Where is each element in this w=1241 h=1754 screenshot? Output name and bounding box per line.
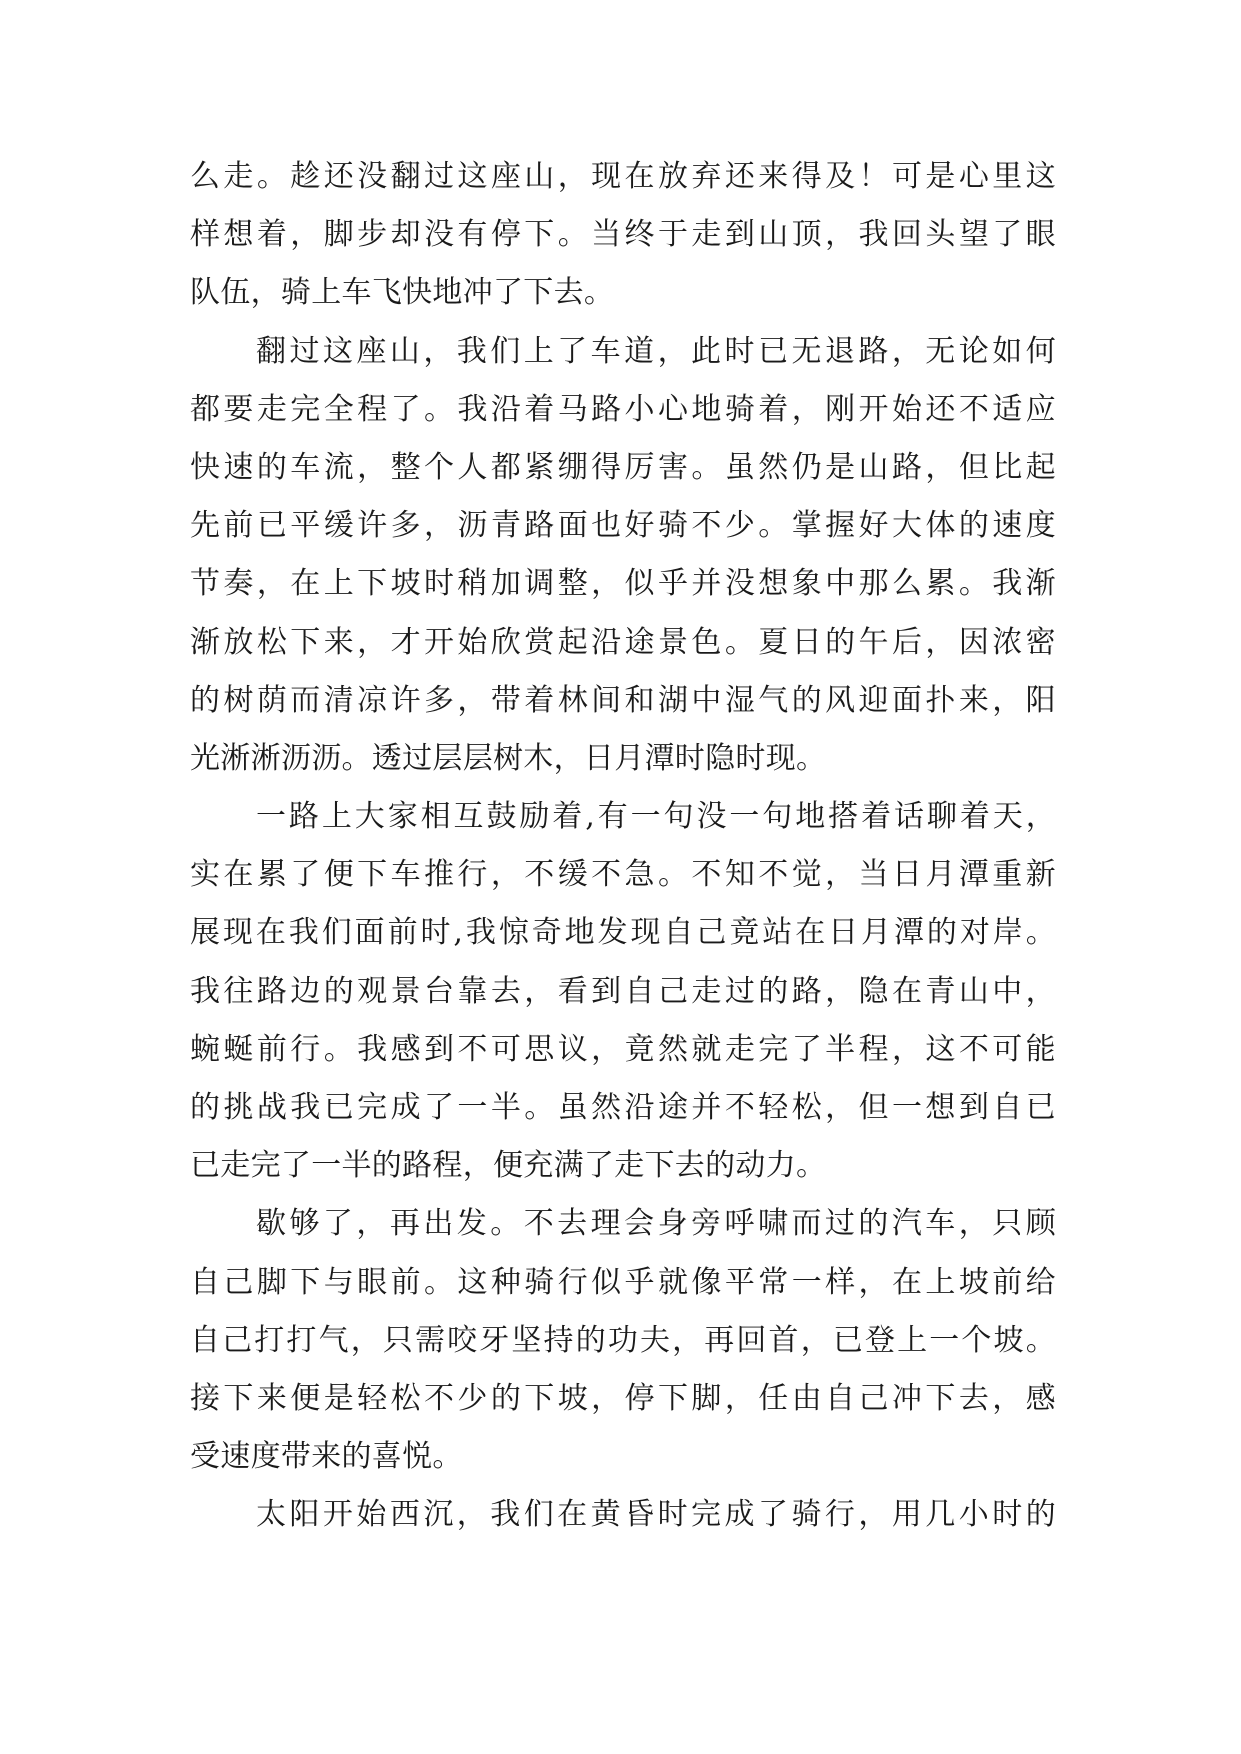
paragraph-first-line: 太阳开始西沉，我们在黄昏时完成了骑行，用几小时的 xyxy=(256,1497,1056,1533)
text-line: 已走完了一半的路程，便充满了走下去的动力。 xyxy=(190,1148,827,1184)
paragraph-first-line: 翻过这座山，我们上了车道，此时已无退路，无论如何 xyxy=(256,333,1056,369)
text-line: 样想着，脚步却没有停下。当终于走到山顶，我回头望了眼 xyxy=(190,217,1056,253)
text-line: 快速的车流，整个人都紧绷得厉害。虽然仍是山路，但比起 xyxy=(190,449,1056,485)
text-line: 都要走完全程了。我沿着马路小心地骑着，刚开始还不适应 xyxy=(190,391,1056,427)
text-line: 么走。趁还没翻过这座山，现在放弃还来得及！可是心里这 xyxy=(190,159,1056,194)
text-line: 先前已平缓许多，沥青路面也好骑不少。掌握好大体的速度 xyxy=(190,508,1056,544)
body-text xyxy=(190,148,1056,1545)
paragraph-first-line: 歇够了，再出发。不去理会身旁呼啸而过的汽车，只顾 xyxy=(256,1206,1056,1242)
text-line: 的树荫而清凉许多，带着林间和湖中湿气的风迎面扑来，阳 xyxy=(190,682,1056,718)
text-line: 蜿蜒前行。我感到不可思议，竟然就走完了半程，这不可能 xyxy=(190,1031,1056,1067)
text-line: 受速度带来的喜悦。 xyxy=(190,1439,463,1475)
text-line: 光淅淅沥沥。透过层层树木，日月潭时隐时现。 xyxy=(190,740,827,776)
text-line: 接下来便是轻松不少的下坡，停下脚，任由自己冲下去，感 xyxy=(190,1380,1056,1416)
text-line: 的挑战我已完成了一半。虽然沿途并不轻松，但一想到自已 xyxy=(190,1090,1056,1125)
text-line: 我往路边的观景台靠去，看到自己走过的路，隐在青山中， xyxy=(190,973,1056,1009)
paragraph-first-line: 一路上大家相互鼓励着,有一句没一句地搭着话聊着天， xyxy=(256,799,1056,835)
text-line: 节奏，在上下坡时稍加调整，似乎并没想象中那么累。我渐 xyxy=(190,566,1056,602)
text-line: 自己脚下与眼前。这种骑行似乎就像平常一样，在上坡前给 xyxy=(190,1264,1056,1300)
text-line: 自己打打气，只需咬牙坚持的功夫，再回首，已登上一个坡。 xyxy=(190,1322,1056,1358)
text-line: 渐放松下来，才开始欣赏起沿途景色。夏日的午后，因浓密 xyxy=(190,624,1056,660)
text-line: 队伍，骑上车飞快地冲了下去。 xyxy=(190,275,615,311)
text-line: 实在累了便下车推行，不缓不急。不知不觉，当日月潭重新 xyxy=(190,857,1056,893)
text-line: 展现在我们面前时,我惊奇地发现自己竟站在日月潭的对岸。 xyxy=(190,915,1056,951)
